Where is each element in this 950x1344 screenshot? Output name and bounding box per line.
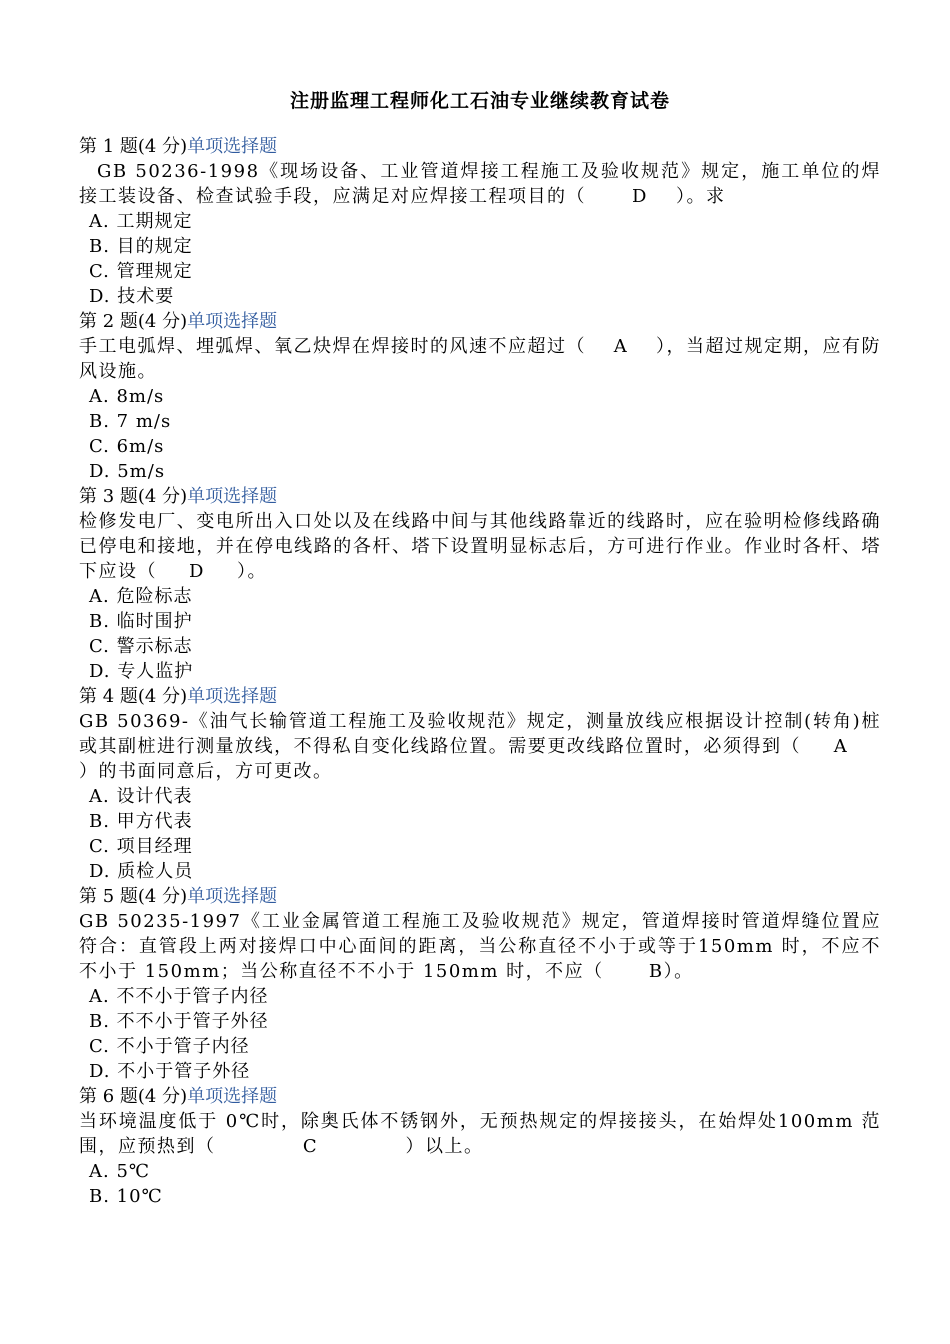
question-1 xyxy=(79,134,881,309)
option-b: B. 10℃ xyxy=(89,1186,163,1207)
question-6 xyxy=(79,1084,881,1209)
exam-page xyxy=(79,88,881,1209)
question-number: 第 3 题(4 分) xyxy=(79,486,188,507)
option-d: D. 5m/s xyxy=(89,461,166,482)
question-header xyxy=(79,309,881,334)
question-header xyxy=(79,1084,881,1109)
question-header xyxy=(79,484,881,509)
question-number: 第 1 题(4 分) xyxy=(79,136,188,157)
question-type: 单项选择题 xyxy=(187,686,278,707)
option-a: A. 设计代表 xyxy=(89,786,193,807)
answer-letter: B xyxy=(648,961,664,982)
question-stem xyxy=(79,159,881,209)
option-a: A. 8m/s xyxy=(89,386,165,407)
question-stem xyxy=(79,509,881,584)
question-number: 第 2 题(4 分) xyxy=(79,311,188,332)
question-number: 第 5 题(4 分) xyxy=(79,886,188,907)
question-stem xyxy=(79,909,881,984)
question-header xyxy=(79,134,881,159)
option-b: B. 临时围护 xyxy=(89,611,193,632)
option-d: D. 质检人员 xyxy=(89,861,194,882)
question-header xyxy=(79,884,881,909)
option-c: C. 管理规定 xyxy=(89,261,193,282)
stem-text-end: ），当超过规定期，应有防风设施。 xyxy=(79,336,881,382)
option-c: C. 警示标志 xyxy=(89,636,193,657)
answer-letter: D xyxy=(189,561,205,582)
question-type: 单项选择题 xyxy=(187,136,278,157)
question-3 xyxy=(79,484,881,684)
question-type: 单项选择题 xyxy=(187,886,278,907)
option-a: A. 危险标志 xyxy=(89,586,193,607)
question-4 xyxy=(79,684,881,884)
stem-text: 当环境温度低于 0℃时，除奥氏体不锈钢外，无预热规定的焊接接头，在始焊处100mm 范围，应预热到（ xyxy=(79,1111,881,1157)
option-b: B. 7 m/s xyxy=(89,411,172,432)
answer-letter: A xyxy=(833,736,849,757)
question-header xyxy=(79,684,881,709)
stem-text: GB 50236-1998《现场设备、工业管道焊接工程施工及验收规范》规定，施工单位的焊接工装设备、检查试验手段，应满足对应焊接工程项目的（ xyxy=(79,161,881,207)
stem-text-end: ）的书面同意后，方可更改。 xyxy=(79,761,333,782)
question-stem xyxy=(79,709,881,784)
answer-letter: D xyxy=(632,186,648,207)
option-c: C. 不小于管子内径 xyxy=(89,1036,250,1057)
question-2 xyxy=(79,309,881,484)
option-a: A. 5℃ xyxy=(89,1161,151,1182)
option-d: D. 专人监护 xyxy=(89,661,194,682)
option-c: C. 6m/s xyxy=(89,436,165,457)
option-c: C. 项目经理 xyxy=(89,836,193,857)
stem-text: 检修发电厂、变电所出入口处以及在线路中间与其他线路靠近的线路时，应在验明检修线路确已停电和接地，并在停电线路的各杆、塔下设置明显标志后，方可进行作业。作业时各杆、塔下应设（ xyxy=(79,511,881,582)
question-5 xyxy=(79,884,881,1084)
option-b: B. 目的规定 xyxy=(89,236,193,257)
stem-text: GB 50235-1997《工业金属管道工程施工及验收规范》规定，管道焊接时管道焊缝位置应符合：直管段上两对接焊口中心面间的距离，当公称直径不小于或等于150mm 时，不应不不小于 150mm；当公称直径不不小于 150mm 时，不应（ xyxy=(79,911,881,982)
stem-text-end: ）以上。 xyxy=(405,1136,484,1157)
option-a: A. 工期规定 xyxy=(89,211,193,232)
option-a: A. 不不小于管子内径 xyxy=(89,986,269,1007)
option-b: B. 甲方代表 xyxy=(89,811,193,832)
stem-text-end: ）。求 xyxy=(676,186,726,207)
answer-letter: C xyxy=(302,1136,319,1157)
stem-text: GB 50369-《油气长输管道工程施工及验收规范》规定，测量放线应根据设计控制(转角)桩或其副桩进行测量放线，不得私自变化线路位置。需要更改线路位置时，必须得到（ xyxy=(79,711,881,757)
question-number: 第 6 题(4 分) xyxy=(79,1086,188,1107)
stem-text: 手工电弧焊、埋弧焊、氧乙炔焊在焊接时的风速不应超过（ xyxy=(79,336,586,357)
option-d: D. 不小于管子外径 xyxy=(89,1061,251,1082)
question-number: 第 4 题(4 分) xyxy=(79,686,188,707)
question-type: 单项选择题 xyxy=(187,1086,278,1107)
option-d: D. 技术要 xyxy=(89,286,175,307)
question-stem xyxy=(79,1109,881,1159)
stem-text-end: ）。 xyxy=(237,561,267,582)
stem-text-end: ）。 xyxy=(663,961,694,982)
option-b: B. 不不小于管子外径 xyxy=(89,1011,269,1032)
question-type: 单项选择题 xyxy=(187,486,278,507)
question-stem xyxy=(79,334,881,384)
exam-title: 注册监理工程师化工石油专业继续教育试卷 xyxy=(289,90,670,112)
answer-letter: A xyxy=(613,336,629,357)
question-type: 单项选择题 xyxy=(187,311,278,332)
